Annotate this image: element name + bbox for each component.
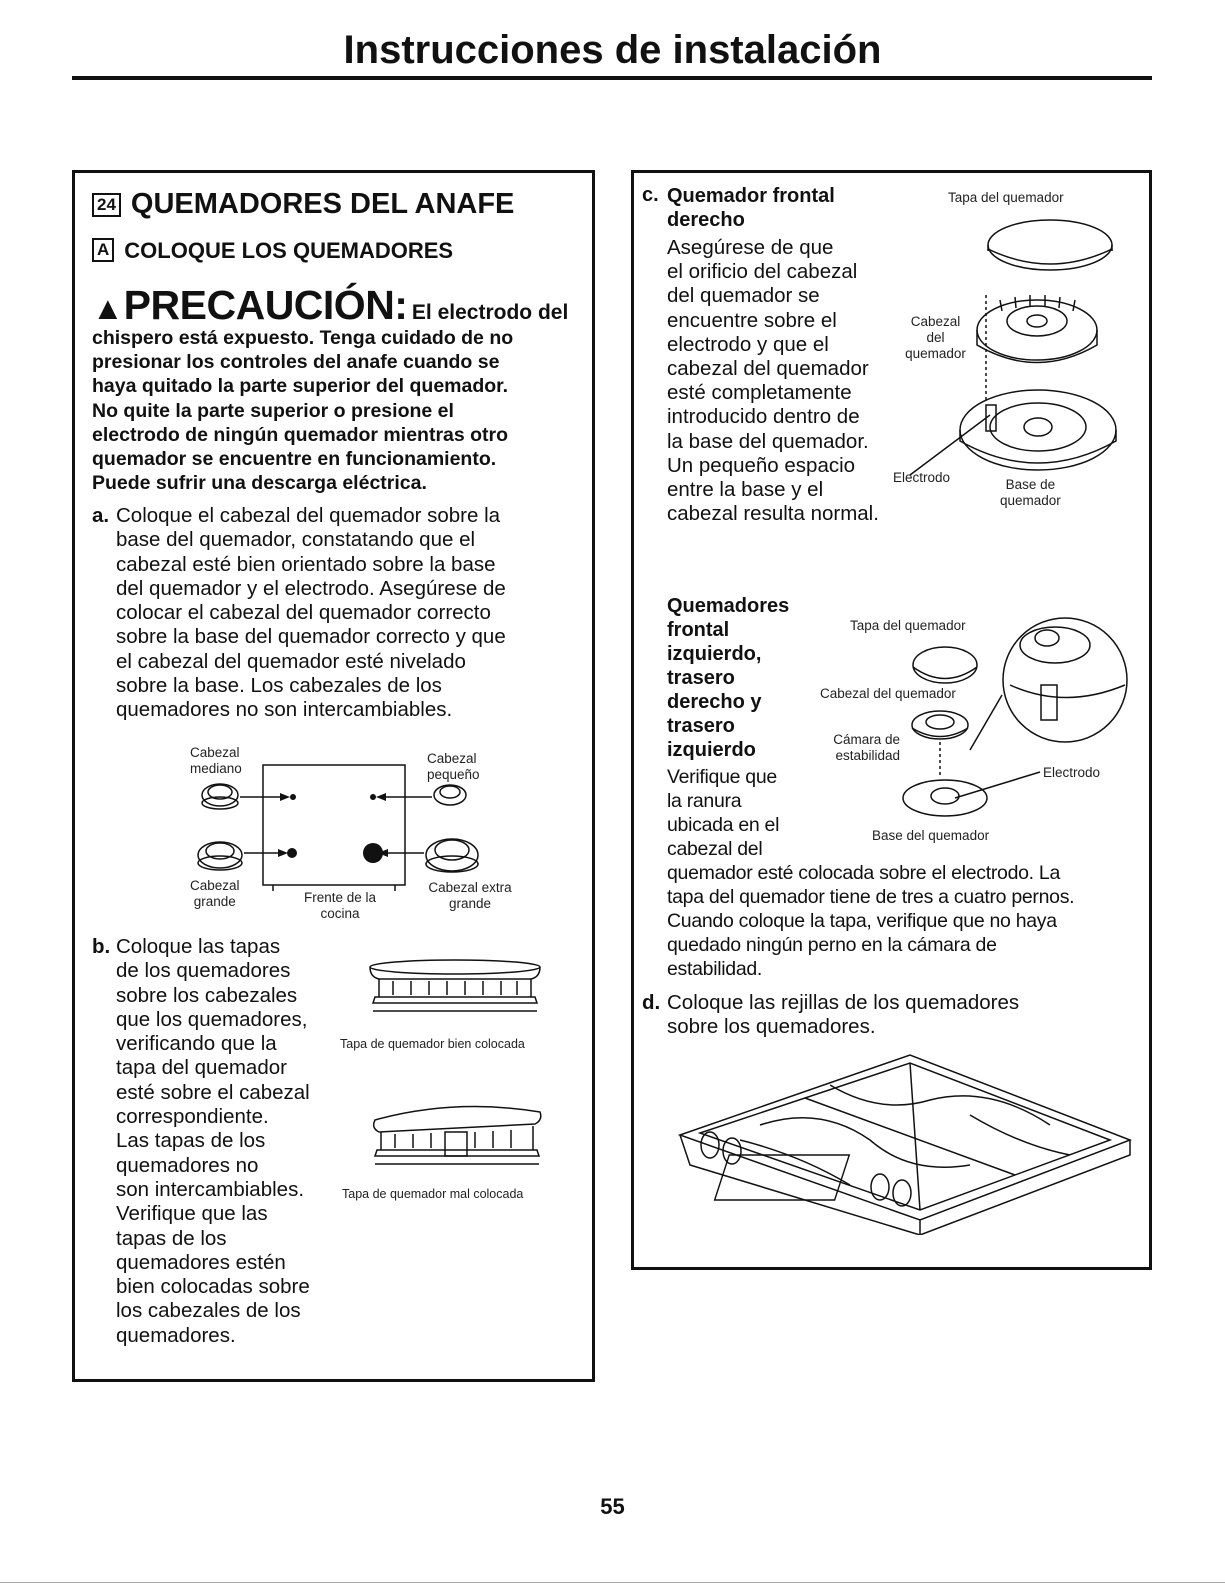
step-c-line: cabezal resulta normal. <box>667 502 879 526</box>
step-c-title <box>667 184 835 232</box>
step-c-text <box>667 236 907 526</box>
caution-line: quemador se encuentre en funcionamiento. <box>92 448 497 471</box>
step-c-line: electrodo y que el <box>667 332 829 356</box>
label-cap-2: Tapa del quemador <box>850 618 966 633</box>
label-line: quemador <box>1000 493 1061 508</box>
step-b-line: Coloque las tapas <box>116 935 281 958</box>
caution-text <box>92 326 582 495</box>
step-a-line: sobre la base. Los cabezales de los <box>116 674 442 698</box>
step-b-line: esté sobre el cabezal <box>116 1080 310 1104</box>
step-a-line: Coloque el cabezal del quemador sobre la <box>116 504 501 527</box>
step-b-line: Las tapas de los <box>116 1129 266 1153</box>
step-b-line: verificando que la <box>116 1032 277 1056</box>
step-a-line: del quemador y el electrodo. Asegúrese de <box>116 576 506 600</box>
other-burners-title-line: izquierdo <box>667 739 756 761</box>
step-d-letter: d. <box>642 991 661 1014</box>
other-burners-line: quedado ningún perno en la cámara de <box>667 934 997 956</box>
label-line: estabilidad <box>835 748 900 763</box>
step-b-line: bien colocadas sobre <box>116 1275 310 1299</box>
caution-line: No quite la parte superior o presione el <box>92 399 454 422</box>
other-burners-line: Verifique que <box>667 766 777 788</box>
step-c-line: Asegúrese de que <box>667 236 834 259</box>
label-base-2: Base del quemador <box>872 828 990 843</box>
label-electrode-2: Electrodo <box>1043 765 1101 780</box>
bottom-rule <box>0 1582 1225 1583</box>
step-c-line: cabezal del quemador <box>667 357 869 381</box>
other-burners-title-line: izquierdo, <box>667 643 762 665</box>
label-line: del <box>926 330 945 345</box>
step-c-line: esté completamente <box>667 381 852 405</box>
step-c-line: introducido dentro de <box>667 405 860 429</box>
caption-cap-incorrect: Tapa de quemador mal colocada <box>342 1187 524 1201</box>
subsection-title-text: COLOQUE LOS QUEMADORES <box>124 238 454 263</box>
step-b-line: correspondiente. <box>116 1105 269 1129</box>
label-line: Cabezal extra <box>428 880 512 895</box>
step-c-line: del quemador se <box>667 284 820 308</box>
other-burners-line: tapa del quemador tiene de tres a cuatro pernos. <box>667 886 1075 908</box>
label-line: mediano <box>190 761 242 776</box>
caption-cap-correct: Tapa de quemador bien colocada <box>340 1037 525 1051</box>
subsection-tag: A <box>92 238 114 262</box>
label-line: Cabezal <box>427 751 477 766</box>
caution-heading <box>92 282 572 329</box>
step-b-line: quemadores estén <box>116 1250 286 1274</box>
step-a-line: cabezal esté bien orientado sobre la base <box>116 552 496 576</box>
label-head-2: Cabezal del quemador <box>820 686 956 701</box>
label-line: cocina <box>320 906 360 921</box>
caution-line: chispero está expuesto. Tenga cuidado de no <box>92 327 514 349</box>
step-c-line: encuentre sobre el <box>667 308 837 332</box>
caution-line: presionar los controles del anafe cuando se <box>92 351 500 374</box>
other-burners-line: Cuando coloque la tapa, verifique que no haya <box>667 910 1057 932</box>
other-burners-line: la ranura <box>667 790 742 812</box>
other-burners-line: estabilidad. <box>667 958 763 980</box>
caution-line: electrodo de ningún quemador mientras otro <box>92 423 509 446</box>
label-small-head <box>427 751 480 783</box>
label-line: quemador <box>905 346 966 361</box>
step-a-line: colocar el cabezal del quemador correcto <box>116 601 491 625</box>
label-line: grande <box>193 894 236 909</box>
other-burners-text-short <box>667 765 779 861</box>
step-c-line: el orificio del cabezal <box>667 260 858 284</box>
step-c-title-line: Quemador frontal <box>667 185 835 207</box>
label-burner-head <box>898 314 973 362</box>
step-c-title-line: derecho <box>667 209 745 231</box>
other-burners-title-line: trasero <box>667 715 735 737</box>
label-line: Base de <box>1005 477 1056 492</box>
other-burners-text-full <box>667 861 1137 981</box>
label-burner-base <box>1000 477 1061 509</box>
warning-triangle-icon: ▲ <box>92 290 124 326</box>
burner-large-icon <box>198 842 242 870</box>
step-a-line: base del quemador, constatando que el <box>116 528 476 552</box>
step-b-line: tapa del quemador <box>116 1056 287 1080</box>
cap-incorrect-figure <box>365 1102 545 1174</box>
step-b-line: Verifique que las <box>116 1202 268 1226</box>
label-line: Cámara de <box>833 732 900 747</box>
section-title <box>92 188 514 221</box>
step-a-line: el cabezal del quemador esté nivelado <box>116 649 466 673</box>
label-line: Frente de la <box>303 890 377 905</box>
caution-line: Puede sufrir una descarga eléctrica. <box>92 472 427 495</box>
step-b-line: tapas de los <box>116 1226 227 1250</box>
step-a-line: quemadores no son intercambiables. <box>116 698 453 722</box>
section-title-text: QUEMADORES DEL ANAFE <box>130 188 515 220</box>
step-c-letter: c. <box>642 184 659 206</box>
other-burners-title-line: trasero <box>667 667 735 689</box>
caution-word: PRECAUCIÓN: <box>123 282 408 328</box>
other-burners-line: ubicada en el <box>667 814 780 836</box>
other-burners-title-line: Quemadores <box>667 595 790 617</box>
section-number-tag: 24 <box>92 193 121 217</box>
step-d-line: sobre los quemadores. <box>667 1015 876 1039</box>
step-a-text <box>116 504 586 723</box>
label-large-head <box>190 878 240 910</box>
label-electrode: Electrodo <box>893 470 951 485</box>
page-title: Instrucciones de instalación <box>343 28 882 72</box>
step-a-line: sobre la base del quemador correcto y que <box>116 625 506 649</box>
step-c-line: la base del quemador. <box>667 429 869 453</box>
step-b-line: quemadores no <box>116 1153 259 1177</box>
step-b-line: que los quemadores, <box>116 1007 308 1031</box>
step-b-line: de los quemadores <box>116 959 291 983</box>
cooktop-grates-figure <box>670 1045 1140 1235</box>
other-burners-title-line: derecho y <box>667 691 762 713</box>
caution-lead: El electrodo del <box>411 301 569 324</box>
caution-line: haya quitado la parte superior del quemador. <box>92 375 509 398</box>
step-b-letter: b. <box>92 935 111 958</box>
step-b-line: los cabezales de los <box>116 1299 301 1323</box>
label-line: Cabezal <box>910 314 961 329</box>
step-c-line: Un pequeño espacio <box>667 453 856 477</box>
step-b-line: quemadores. <box>116 1323 236 1347</box>
other-burners-line: cabezal del <box>667 838 763 860</box>
burner-extra-large-icon <box>426 839 478 872</box>
other-burners-title <box>667 594 789 762</box>
step-d-line: Coloque las rejillas de los quemadores <box>667 991 1020 1014</box>
label-line: pequeño <box>427 767 480 782</box>
label-xl-head <box>420 880 520 912</box>
subsection-title <box>92 238 453 264</box>
burner-medium-icon <box>202 784 238 809</box>
other-burners-line: quemador esté colocada sobre el electrodo. La <box>667 862 1061 884</box>
label-front <box>290 890 390 922</box>
label-chamber <box>818 732 900 764</box>
step-b-line: son intercambiables. <box>116 1177 305 1201</box>
step-d-text <box>667 991 1137 1040</box>
label-line: Cabezal <box>190 745 240 760</box>
label-burner-cap: Tapa del quemador <box>948 190 1064 205</box>
step-a-letter: a. <box>92 504 110 527</box>
title-rule <box>72 76 1152 80</box>
label-line: grande <box>448 896 492 911</box>
label-medium-head <box>190 745 242 777</box>
burner-small-icon <box>434 785 466 805</box>
other-burners-title-line: frontal <box>667 619 730 641</box>
step-b-line: sobre los cabezales <box>116 983 298 1007</box>
step-b-text <box>116 935 356 1348</box>
page-number: 55 <box>600 1494 625 1519</box>
cap-correct-figure <box>365 955 545 1025</box>
label-line: Cabezal <box>190 878 240 893</box>
step-c-line: entre la base y el <box>667 478 824 502</box>
